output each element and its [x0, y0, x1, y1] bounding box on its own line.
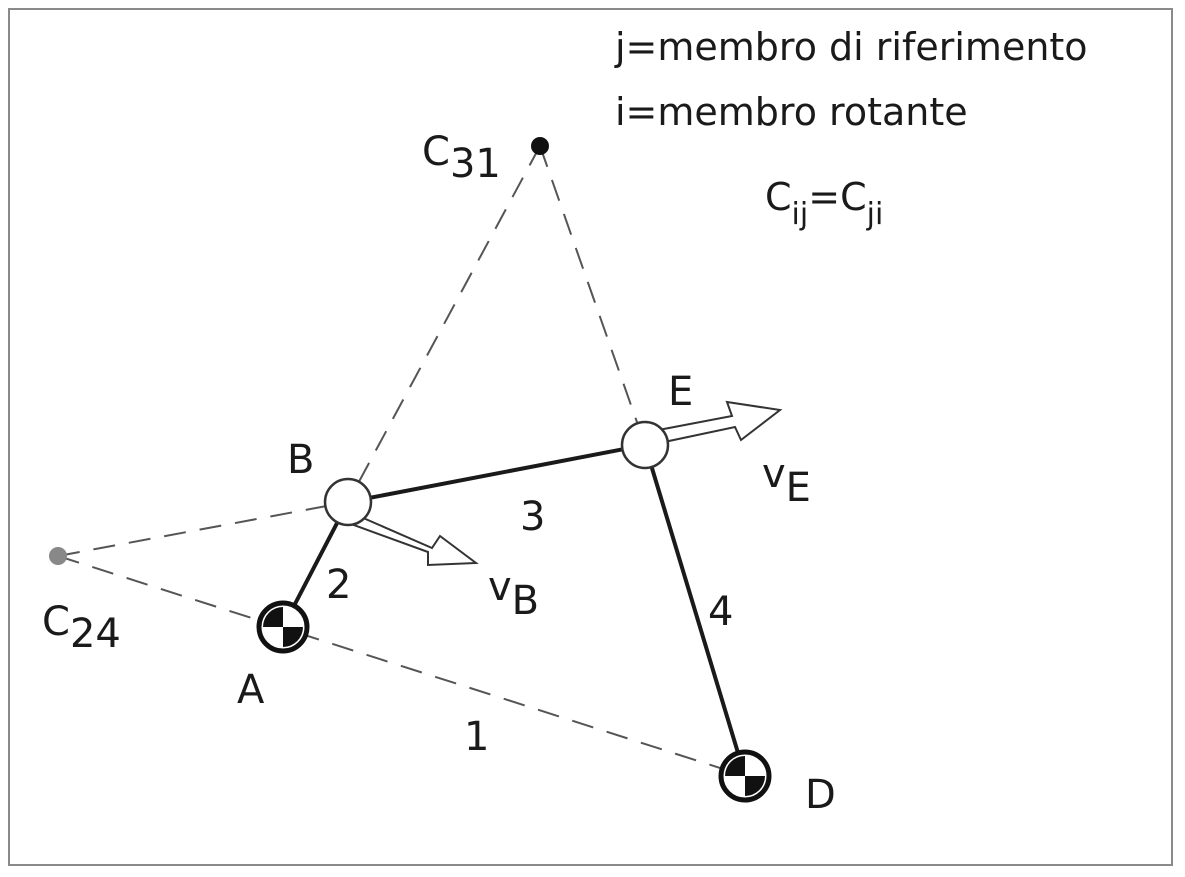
- ground-pivot-a: [259, 603, 307, 651]
- label-e: E: [668, 369, 694, 415]
- dashed-line-c31-b: [348, 146, 540, 502]
- legend-line-1: j=membro di riferimento: [615, 25, 1088, 69]
- label-b: B: [287, 437, 315, 483]
- ground-pivot-d: [721, 752, 769, 800]
- label-c31: C31: [422, 129, 501, 187]
- label-link-4: 4: [708, 589, 734, 635]
- label-a: A: [237, 667, 265, 713]
- dashed-line-c24-b: [58, 502, 348, 556]
- label-link-1: 1: [464, 714, 490, 760]
- link-3: [348, 445, 645, 502]
- joint-e: [622, 422, 668, 468]
- dashed-line-c24-d: [58, 556, 745, 776]
- instant-center-c24: [49, 547, 67, 565]
- joint-b: [325, 479, 371, 525]
- dashed-line-c31-e: [540, 146, 645, 445]
- label-link-2: 2: [326, 562, 352, 608]
- label-c24: C24: [42, 599, 121, 657]
- legend-formula: $C_{ij}=C_{ji}$: [765, 175, 884, 232]
- legend-line-2: i=membro rotante: [615, 90, 968, 134]
- instant-center-c31: [531, 137, 549, 155]
- label-d: D: [805, 772, 836, 818]
- label-vb: vB: [488, 564, 540, 624]
- label-ve: vE: [762, 451, 811, 511]
- label-link-3: 3: [520, 494, 546, 540]
